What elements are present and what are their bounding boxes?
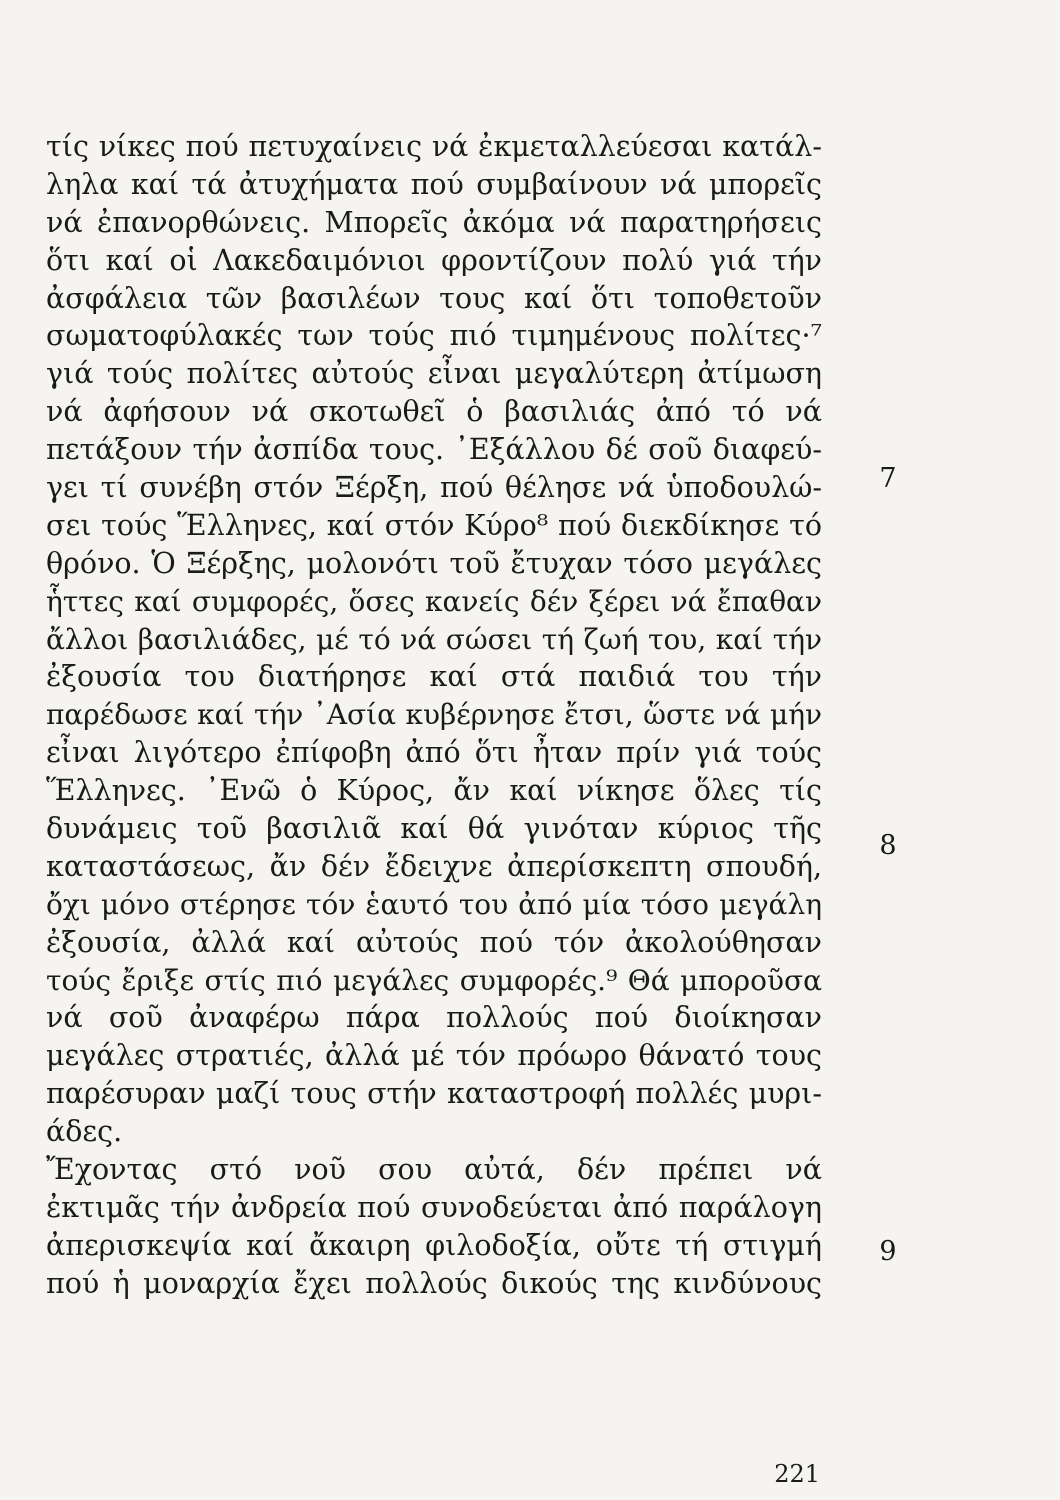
text-line: ἐξουσία του διατήρησε καί στά παιδιά του τήν <box>46 660 822 694</box>
text-line: πού ἡ μοναρχία ἔχει πολλούς δικούς της κινδύνους <box>46 1266 822 1300</box>
text-line: γει τί συνέβη στόν Ξέρξη, πού θέλησε νά ὑποδουλώ- <box>46 471 822 505</box>
text-line: ληλα καί τά ἀτυχήματα πού συμβαίνουν νά μπορεῖς <box>46 167 822 201</box>
text-line: ἀσφάλεια τῶν βασιλέων τους καί ὅτι τοποθετοῦν <box>46 281 822 315</box>
text-line: νά ἐπανορθώνεις. Μπορεῖς ἀκόμα νά παρατηρήσεις <box>46 205 822 239</box>
text-line: νά σοῦ ἀναφέρω πάρα πολλούς πού διοίκησαν <box>46 1001 822 1035</box>
text-line: παρέδωσε καί τήν ᾿Ασία κυβέρνησε ἔτσι, ὥστε νά μήν <box>46 698 822 732</box>
bleed-through: ⠀ <box>118 92 140 125</box>
text-line: δυνάμεις τοῦ βασιλιᾶ καί θά γινόταν κύριος τῆς <box>46 812 822 846</box>
text-line: ὄχι μόνο στέρησε τόν ἑαυτό του ἀπό μία τόσο μεγάλη <box>46 887 822 921</box>
text-line: ἄλλοι βασιλιάδες, μέ τό νά σώσει τή ζωή του, καί τήν <box>46 622 822 656</box>
text-line: πετάξουν τήν ἀσπίδα τους. ᾿Εξάλλου δέ σοῦ διαφεύ- <box>46 433 822 467</box>
text-line: Ἕλληνες. ᾿Ενῶ ὁ Κύρος, ἄν καί νίκησε ὅλες τίς <box>46 774 822 808</box>
text-line: ἐξουσία, ἀλλά καί αὐτούς πού τόν ἀκολούθησαν <box>46 925 822 959</box>
text-line: άδες. <box>46 1115 123 1149</box>
text-line: ἐκτιμᾶς τήν ἀνδρεία πού συνοδεύεται ἀπό παράλογη <box>46 1190 822 1224</box>
text-line: παρέσυραν μαζί τους στήν καταστροφή πολλές μυρι- <box>46 1077 822 1111</box>
body-text <box>46 128 822 1303</box>
section-marker-8: 8 <box>879 830 897 861</box>
text-line: σει τούς Ἕλληνες, καί στόν Κύρο⁸ πού διεκδίκησε τό <box>46 508 822 542</box>
text-line: καταστάσεως, ἄν δέν ἔδειχνε ἀπερίσκεπτη σπουδή, <box>46 849 822 883</box>
section-marker-7: 7 <box>879 463 897 494</box>
text-line: μεγάλες στρατιές, ἀλλά μέ τόν πρόωρο θάνατό τους <box>46 1039 822 1073</box>
text-line: τίς νίκες πού πετυχαίνεις νά ἐκμεταλλεύεσαι κατάλ- <box>46 130 822 163</box>
text-line: νά ἀφήσουν νά σκοτωθεῖ ὁ βασιλιάς ἀπό τό νά <box>46 395 822 429</box>
text-line: ἧττες καί συμφορές, ὅσες κανείς δέν ξέρει νά ἔπαθαν <box>46 584 822 618</box>
text-line: τούς ἔριξε στίς πιό μεγάλες συμφορές.⁹ Θά μποροῦσα <box>46 963 822 997</box>
text-line: θρόνο. Ὁ Ξέρξης, μολονότι τοῦ ἔτυχαν τόσο μεγάλες <box>46 546 822 580</box>
section-marker-9: 9 <box>879 1236 897 1267</box>
text-line: εἶναι λιγότερο ἐπίφοβη ἀπό ὅτι ἦταν πρίν γιά τούς <box>46 736 822 770</box>
text-line: ὅτι καί οἱ Λακεδαιμόνιοι φροντίζουν πολύ γιά τήν <box>46 243 822 277</box>
text-line: ἀπερισκεψία καί ἄκαιρη φιλοδοξία, οὔτε τή στιγμή <box>46 1228 822 1262</box>
paragraph-start-line: Ἔχοντας στό νοῦ σου αὐτά, δέν πρέπει νά <box>46 1153 822 1187</box>
page-number: 221 <box>774 1460 820 1488</box>
text-line: γιά τούς πολίτες αὐτούς εἶναι μεγαλύτερη ἀτίμωση <box>46 357 822 391</box>
text-line: σωματοφύλακές των τούς πιό τιμημένους πολίτες·⁷ <box>46 319 822 353</box>
